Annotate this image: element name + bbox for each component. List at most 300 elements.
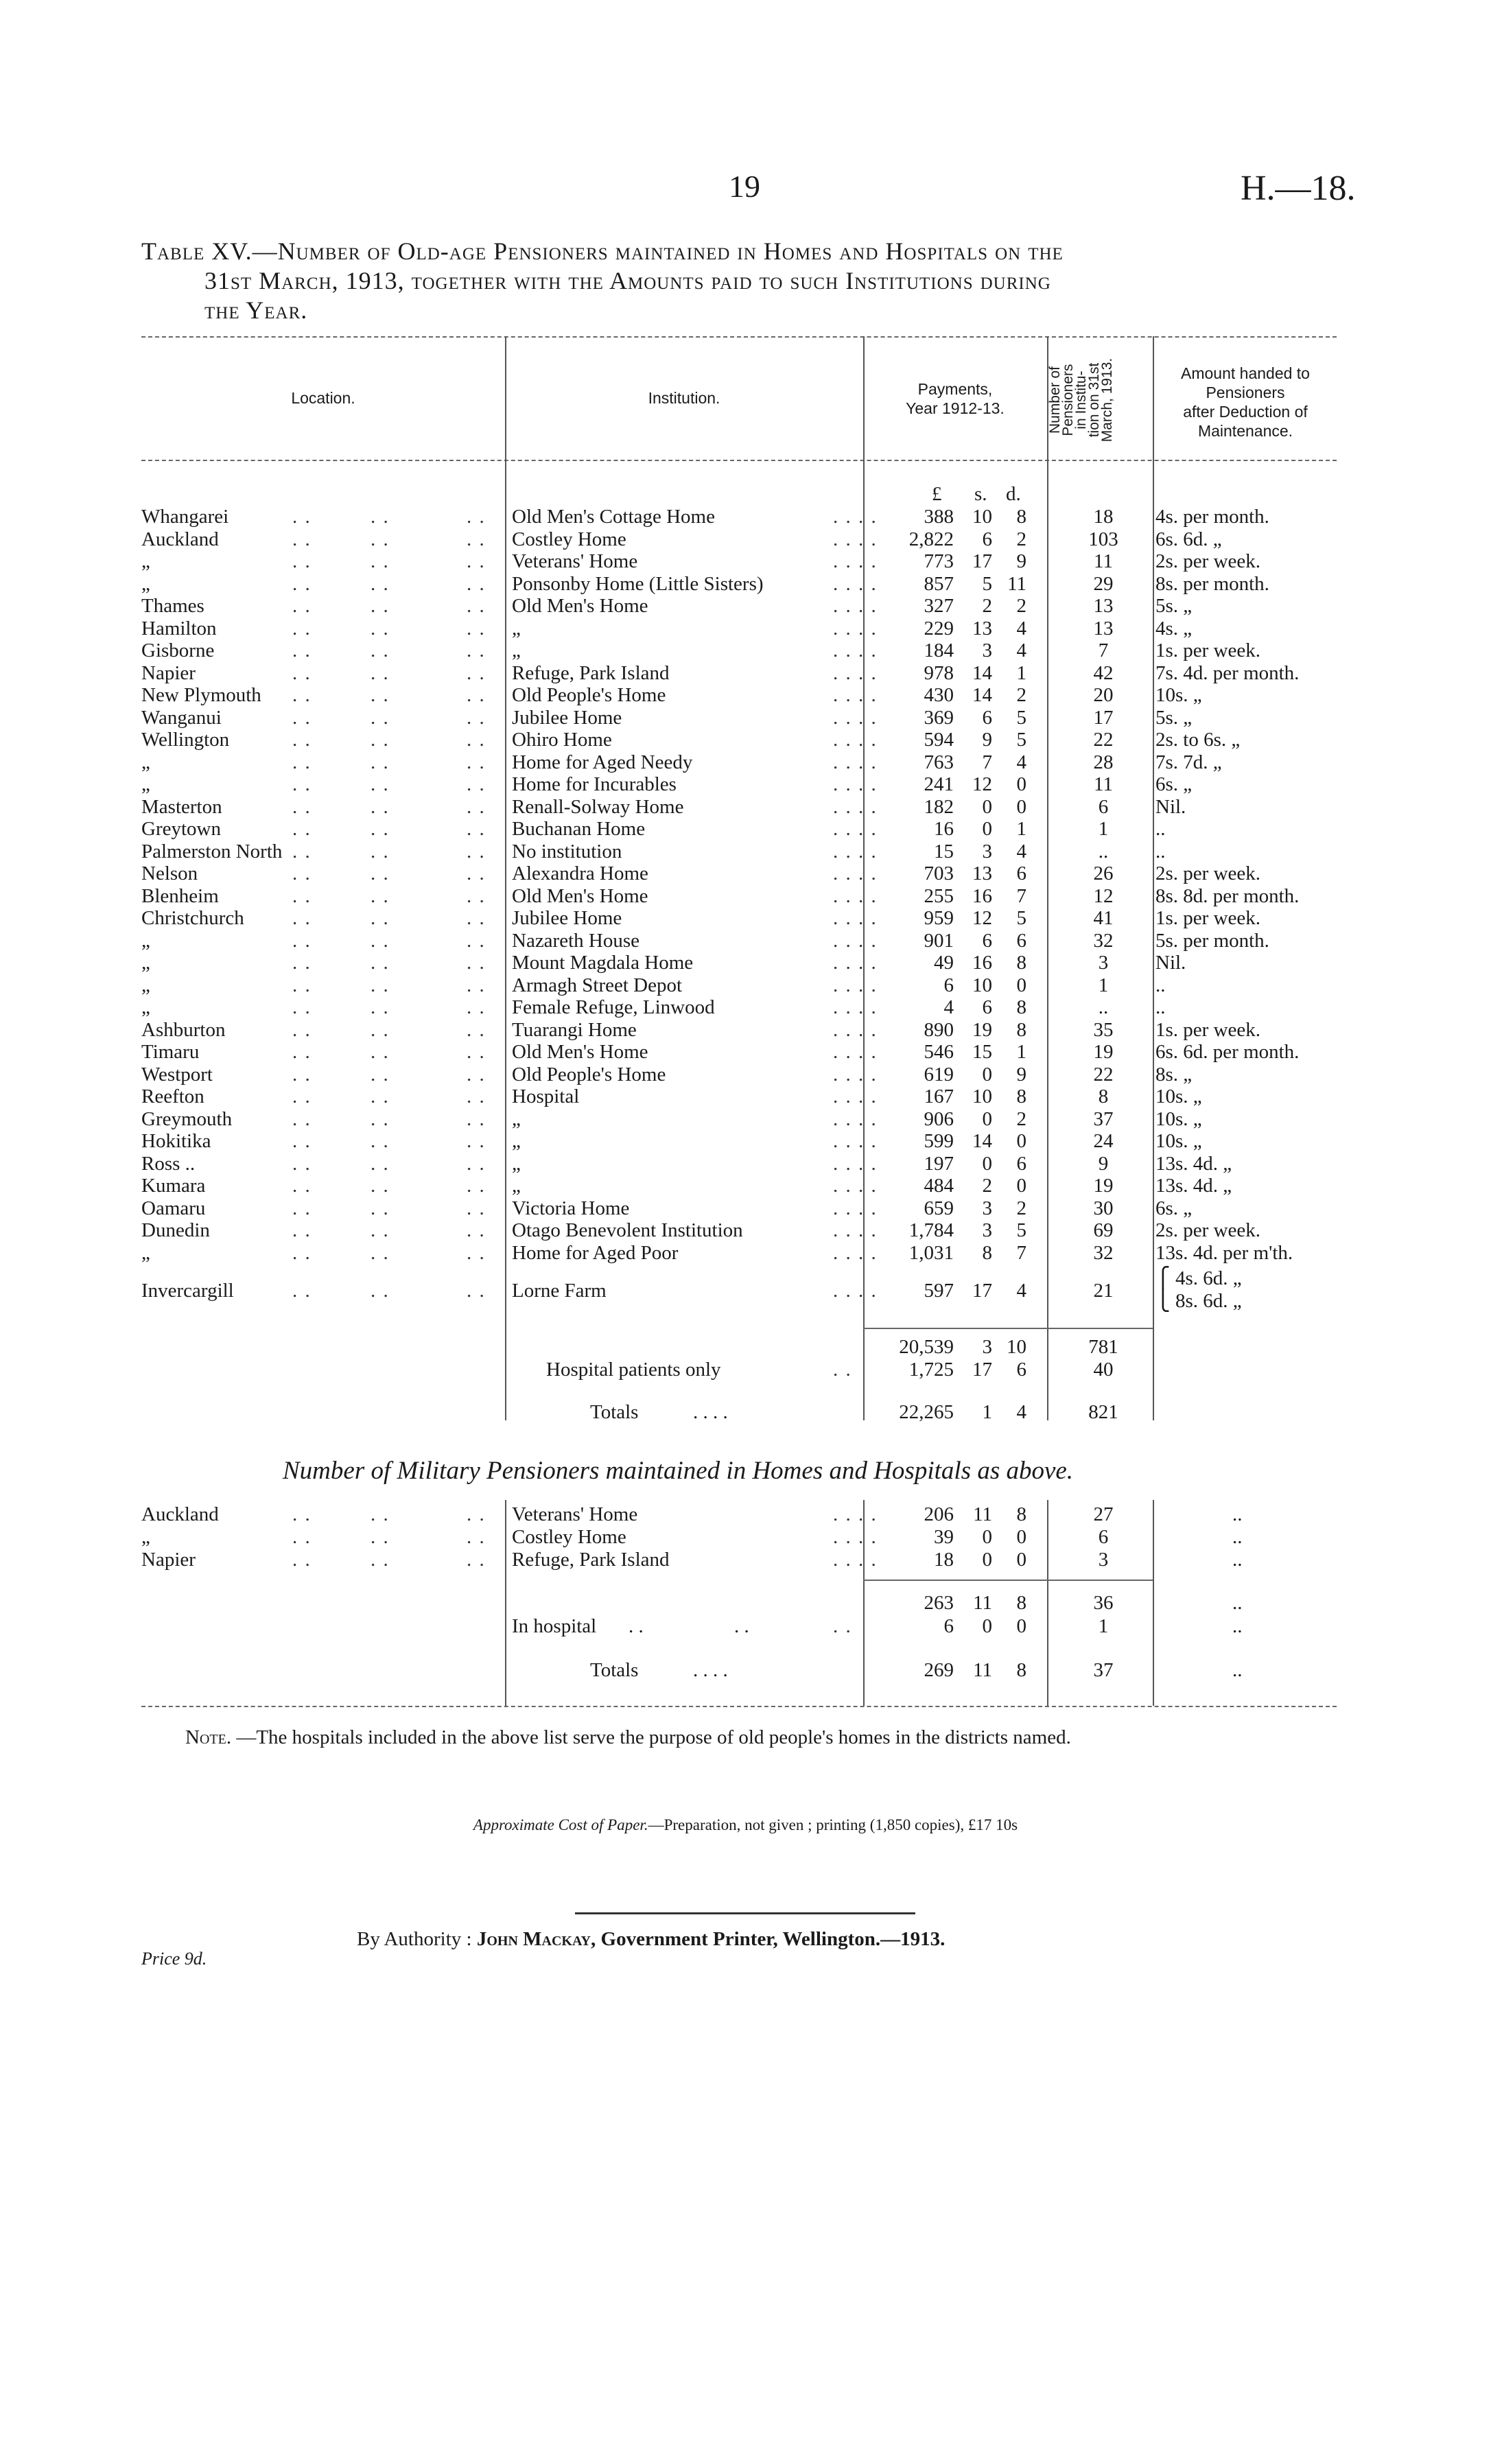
- cell-institution: Costley Home: [512, 1526, 626, 1548]
- table-row: [0, 1019, 1491, 1042]
- cell-pounds: 16: [934, 818, 954, 840]
- leader-dots: . .: [292, 1503, 312, 1525]
- leader-dots: . .: [371, 818, 390, 840]
- cell-institution: Ohiro Home: [512, 729, 612, 751]
- cell-shillings: 10: [972, 1086, 992, 1107]
- cell-shillings: 11: [973, 1503, 992, 1525]
- cell-pence: 8: [1016, 1659, 1026, 1681]
- cell-institution: Old Men's Cottage Home: [512, 506, 715, 528]
- table-row: [0, 640, 1491, 662]
- cell-pence: 2: [1016, 595, 1026, 617]
- table-row: [0, 818, 1491, 841]
- cell-number: 9: [1098, 1152, 1109, 1175]
- table-row: [0, 1526, 1491, 1549]
- cell-shillings: 1: [982, 1401, 992, 1423]
- caption-line-1: Number of Old-age Pensioners maintained in Homes and Hospitals on the: [277, 237, 1064, 265]
- document-code: H.—18.: [1241, 169, 1356, 208]
- cell-location: Kumara: [141, 1175, 206, 1197]
- cell-institution: Lorne Farm: [512, 1280, 607, 1302]
- leader-dots: . .: [292, 528, 312, 550]
- cell-location: „: [141, 952, 150, 974]
- cell-pounds: 978: [924, 661, 954, 684]
- cell-pence: 8: [1016, 506, 1026, 528]
- cell-institution: Home for Incurables: [512, 773, 677, 795]
- cell-number: 13: [1093, 595, 1114, 617]
- leader-dots: . .: [371, 751, 390, 773]
- table-row: [0, 974, 1491, 997]
- table-row: [0, 528, 1491, 551]
- leader-dots: . .: [371, 1018, 390, 1041]
- table-row: [0, 506, 1491, 528]
- cell-number: 11: [1094, 550, 1113, 572]
- leader-dots: . . . .: [833, 773, 878, 795]
- caption-line-2: 31st March, 1913, together with the Amounts paid to such Institutions during: [204, 267, 1051, 294]
- cell-pence: 6: [1016, 929, 1026, 952]
- cell-shillings: 19: [972, 1018, 992, 1041]
- cell-pence: 9: [1016, 550, 1026, 572]
- cell-pence: 0: [1016, 1130, 1026, 1152]
- cell-pence: 9: [1016, 1063, 1026, 1086]
- cell-number: 821: [1088, 1401, 1118, 1423]
- cell-amount: ..: [1232, 1526, 1243, 1548]
- cell-pounds: 18: [934, 1549, 954, 1571]
- cell-pounds: 15: [934, 840, 954, 863]
- leader-dots: . .: [292, 729, 312, 751]
- cell-pence: 5: [1016, 907, 1026, 929]
- totals-row: [0, 1401, 1491, 1424]
- cell-pence: 6: [1016, 1359, 1026, 1381]
- printer-name: John Mackay,: [476, 1928, 596, 1950]
- leader-dots: . . . .: [833, 1041, 878, 1063]
- cell-number: ..: [1098, 996, 1109, 1018]
- leader-dots: . .: [467, 1063, 486, 1086]
- leader-dots: . .: [467, 1086, 486, 1107]
- cell-shillings: 12: [972, 907, 992, 929]
- cell-number: 1: [1098, 1615, 1109, 1637]
- cell-number: 3: [1098, 1549, 1109, 1571]
- cell-institution: „: [512, 617, 521, 640]
- leader-dots: . .: [467, 684, 486, 706]
- leader-dots: . . . .: [833, 884, 878, 907]
- footnote: [185, 1726, 1071, 1749]
- leader-dots: . .: [292, 1549, 312, 1571]
- cell-pence: 8: [1016, 996, 1026, 1018]
- cell-number: 18: [1093, 506, 1114, 528]
- cell-amount: 2s. to 6s. „: [1155, 729, 1241, 751]
- cell-location: Masterton: [141, 795, 222, 818]
- table-row: [0, 707, 1491, 729]
- cell-shillings: 14: [972, 661, 992, 684]
- cell-institution: Old Men's Home: [512, 1041, 648, 1063]
- cell-pence: 5: [1016, 729, 1026, 751]
- cell-pounds: 263: [924, 1592, 954, 1614]
- cell-institution: Refuge, Park Island: [512, 1549, 670, 1571]
- leader-dots: . .: [371, 1280, 390, 1302]
- cell-amount: Nil.: [1155, 795, 1186, 818]
- table-row: [0, 863, 1491, 885]
- leader-dots: . . . .: [833, 996, 878, 1018]
- cell-shillings: 6: [982, 706, 992, 729]
- cell-location: Hokitika: [141, 1130, 211, 1152]
- cell-location: „: [141, 773, 150, 795]
- cell-pounds: 597: [924, 1280, 954, 1302]
- cell-pence: 4: [1016, 1280, 1026, 1302]
- leader-dots: . . . .: [833, 974, 878, 996]
- cell-pounds: 959: [924, 907, 954, 929]
- leader-dots: . .: [734, 1615, 749, 1637]
- leader-dots: . .: [292, 929, 312, 952]
- cell-pence: 0: [1016, 1175, 1026, 1197]
- cell-pounds: 484: [924, 1175, 954, 1197]
- cell-location: „: [141, 929, 150, 952]
- cell-location: Timaru: [141, 1041, 200, 1063]
- cell-institution: „: [512, 1175, 521, 1197]
- cell-pounds: 1,031: [908, 1241, 954, 1264]
- note-prefix: Note.: [185, 1726, 232, 1748]
- leader-dots: . .: [467, 1241, 486, 1264]
- leader-dots: . .: [371, 773, 390, 795]
- cell-number: 19: [1093, 1175, 1114, 1197]
- leader-dots: . . . .: [833, 661, 878, 684]
- cell-institution: Ponsonby Home (Little Sisters): [512, 572, 764, 595]
- cell-institution: Otago Benevolent Institution: [512, 1219, 743, 1241]
- cell-number: 37: [1093, 1107, 1114, 1130]
- cell-pounds: 6: [943, 974, 954, 996]
- cell-shillings: 6: [982, 996, 992, 1018]
- cell-number: 40: [1093, 1359, 1114, 1381]
- leader-dots: . .: [292, 907, 312, 929]
- cell-pounds: 2,822: [908, 528, 954, 550]
- cell-amount: ..: [1232, 1659, 1243, 1681]
- leader-dots: . . . .: [833, 1063, 878, 1086]
- cell-number: 24: [1093, 1130, 1114, 1152]
- leader-dots: . . . .: [833, 1175, 878, 1197]
- cell-number: 29: [1093, 572, 1114, 595]
- cell-pounds: 703: [924, 863, 954, 884]
- cell-institution: Home for Aged Needy: [512, 751, 693, 773]
- cell-institution: Mount Magdala Home: [512, 952, 694, 974]
- cell-location: Ashburton: [141, 1018, 226, 1041]
- cell-number: 35: [1093, 1018, 1114, 1041]
- cell-amount: 6s. 6d. „: [1155, 528, 1222, 550]
- cell-pounds: 241: [924, 773, 954, 795]
- cell-pounds: 206: [924, 1503, 954, 1525]
- table-row: [0, 796, 1491, 819]
- cell-pounds: 659: [924, 1197, 954, 1219]
- leader-dots: . .: [371, 550, 390, 572]
- cell-institution: Armagh Street Depot: [512, 974, 683, 996]
- leader-dots: . .: [292, 684, 312, 706]
- leader-dots: . .: [371, 661, 390, 684]
- leader-dots: . . . .: [833, 595, 878, 617]
- cell-location: Gisborne: [141, 640, 215, 661]
- cell-amount: ..: [1155, 974, 1166, 996]
- cell-shillings: 0: [982, 1526, 992, 1548]
- table-row: [0, 573, 1491, 596]
- cell-pounds: 20,539: [899, 1336, 954, 1358]
- leader-dots: . .: [467, 1526, 486, 1548]
- cell-institution: Female Refuge, Linwood: [512, 996, 715, 1018]
- cell-shillings: 3: [982, 1336, 992, 1358]
- leader-dots: . .: [467, 773, 486, 795]
- row-label: Hospital patients only: [546, 1359, 721, 1381]
- cell-pounds: 197: [924, 1152, 954, 1175]
- leader-dots: . .: [467, 595, 486, 617]
- leader-dots: . .: [292, 1219, 312, 1241]
- cell-pence: 8: [1016, 952, 1026, 974]
- cell-shillings: 16: [972, 952, 992, 974]
- cell-pounds: 1,784: [908, 1219, 954, 1241]
- cell-pounds: 430: [924, 684, 954, 706]
- cell-pence: 7: [1016, 1241, 1026, 1264]
- amount-text-2: 8s. 6d. „: [1175, 1290, 1242, 1312]
- leader-dots: . .: [467, 1280, 486, 1302]
- cell-pounds: 22,265: [899, 1401, 954, 1423]
- cell-institution: „: [512, 1130, 521, 1152]
- leader-dots: . .: [467, 884, 486, 907]
- cell-number: 21: [1093, 1280, 1114, 1302]
- cell-number: 37: [1093, 1659, 1114, 1681]
- row-label: In hospital: [512, 1615, 597, 1637]
- cell-shillings: 0: [982, 1107, 992, 1130]
- cell-location: „: [141, 996, 150, 1018]
- table-row: [0, 930, 1491, 952]
- leader-dots: . .: [292, 818, 312, 840]
- leader-dots: . . . .: [833, 907, 878, 929]
- cell-institution: Costley Home: [512, 528, 626, 550]
- number-line-2: Pensioners: [1060, 364, 1076, 436]
- cell-pence: 2: [1016, 1107, 1026, 1130]
- amount-line-3: after Deduction of: [1183, 403, 1308, 421]
- leader-dots: . . . .: [833, 1219, 878, 1241]
- leader-dots: . .: [467, 1503, 486, 1525]
- leader-dots: . .: [467, 952, 486, 974]
- cell-institution: Buchanan Home: [512, 818, 646, 840]
- leader-dots: . .: [467, 974, 486, 996]
- unit-pound: £: [932, 483, 942, 505]
- leader-dots: . .: [292, 952, 312, 974]
- leader-dots: . .: [371, 1549, 390, 1571]
- cell-shillings: 5: [982, 572, 992, 595]
- amount-text-1: 4s. 6d. „: [1175, 1267, 1242, 1289]
- cell-institution: „: [512, 1152, 521, 1175]
- cell-shillings: 14: [972, 1130, 992, 1152]
- leader-dots: . .: [292, 1152, 312, 1175]
- cell-institution: „: [512, 1107, 521, 1130]
- cell-institution: Veterans' Home: [512, 1503, 638, 1525]
- table-row: [0, 751, 1491, 774]
- table-row: [0, 1219, 1491, 1242]
- cell-pence: 8: [1016, 1086, 1026, 1107]
- cell-pence: 1: [1016, 1041, 1026, 1063]
- subtotal-row: [0, 1336, 1491, 1359]
- cell-amount: 10s. „: [1155, 1086, 1202, 1107]
- cell-location: Nelson: [141, 863, 198, 884]
- leader-dots: . .: [467, 706, 486, 729]
- table-row: [0, 1242, 1491, 1265]
- cell-pence: 0: [1016, 974, 1026, 996]
- cell-amount: 2s. per week.: [1155, 863, 1261, 884]
- cell-amount: 8s. „: [1155, 1063, 1193, 1086]
- cell-amount: 6s. 6d. per month.: [1155, 1041, 1300, 1063]
- cell-number: 11: [1094, 773, 1113, 795]
- cell-amount: 6s. „: [1155, 1197, 1193, 1219]
- cell-shillings: 12: [972, 773, 992, 795]
- cell-shillings: 3: [982, 1197, 992, 1219]
- leader-dots: . .: [371, 1086, 390, 1107]
- cell-pence: 2: [1016, 1197, 1026, 1219]
- cell-number: 103: [1088, 528, 1118, 550]
- cell-amount-1: ⎧ 4s. 6d. „: [1155, 1267, 1242, 1289]
- cell-shillings: 10: [972, 974, 992, 996]
- leader-dots: . .: [371, 1219, 390, 1241]
- leader-dots: . .: [292, 795, 312, 818]
- caption-prefix: Table XV.—: [141, 237, 278, 265]
- cell-pounds: 229: [924, 617, 954, 640]
- cell-location: Christchurch: [141, 907, 244, 929]
- leader-dots: . .: [371, 929, 390, 952]
- cell-institution: Hospital: [512, 1086, 580, 1107]
- cell-pounds: 599: [924, 1130, 954, 1152]
- leader-dots: . .: [292, 706, 312, 729]
- unit-pence: d.: [1006, 483, 1021, 505]
- leader-dots: . .: [467, 1107, 486, 1130]
- page-number: 19: [729, 169, 760, 204]
- military-totals-row: [0, 1659, 1491, 1682]
- cell-pence: 8: [1016, 1592, 1026, 1614]
- leader-dots: . .: [467, 1018, 486, 1041]
- cell-location: Napier: [141, 1549, 196, 1571]
- cell-location: Hamilton: [141, 617, 217, 640]
- leader-dots: . . . .: [693, 1659, 728, 1681]
- cell-location: Greymouth: [141, 1107, 233, 1130]
- leader-dots: . .: [371, 640, 390, 661]
- table-row: [0, 996, 1491, 1019]
- cell-number: 1: [1098, 974, 1109, 996]
- cell-location: New Plymouth: [141, 684, 261, 706]
- cell-amount: 10s. „: [1155, 684, 1202, 706]
- cell-location: Greytown: [141, 818, 221, 840]
- cell-shillings: 0: [982, 1063, 992, 1086]
- cell-amount: 5s. per month.: [1155, 929, 1269, 952]
- cell-location: Wellington: [141, 729, 230, 751]
- leader-dots: . .: [292, 572, 312, 595]
- leader-dots: . .: [371, 1063, 390, 1086]
- table-caption: [141, 237, 1349, 325]
- cell-institution: No institution: [512, 840, 622, 863]
- cell-institution: Nazareth House: [512, 929, 639, 952]
- cell-shillings: 16: [972, 884, 992, 907]
- leader-dots: . .: [371, 1241, 390, 1264]
- leader-dots: . .: [292, 863, 312, 884]
- cell-amount: 7s. 4d. per month.: [1155, 661, 1300, 684]
- cell-institution: Old Men's Home: [512, 884, 648, 907]
- cell-pounds: 49: [934, 952, 954, 974]
- leader-dots: . . . .: [833, 1130, 878, 1152]
- leader-dots: . .: [371, 706, 390, 729]
- cell-shillings: 10: [972, 506, 992, 528]
- leader-dots: . . . .: [833, 751, 878, 773]
- cell-pence: 0: [1016, 773, 1026, 795]
- leader-dots: . .: [292, 1041, 312, 1063]
- leader-dots: . . . .: [833, 929, 878, 952]
- cell-pence: 0: [1016, 1526, 1026, 1548]
- leader-dots: . .: [371, 1041, 390, 1063]
- col-header-amount: [1153, 364, 1338, 441]
- cell-shillings: 13: [972, 863, 992, 884]
- leader-dots: . . . .: [833, 528, 878, 550]
- cell-shillings: 3: [982, 840, 992, 863]
- cell-pence: 2: [1016, 684, 1026, 706]
- leader-dots: . .: [833, 1359, 852, 1381]
- cell-amount: 4s. per month.: [1155, 506, 1269, 528]
- table-row: [0, 1549, 1491, 1571]
- cell-amount: 1s. per week.: [1155, 1018, 1261, 1041]
- table-row: [0, 1503, 1491, 1526]
- leader-dots: . .: [371, 1503, 390, 1525]
- leader-dots: . .: [371, 729, 390, 751]
- cell-location: Dunedin: [141, 1219, 210, 1241]
- leader-dots: . .: [292, 751, 312, 773]
- cell-pounds: 1,725: [908, 1359, 954, 1381]
- table-row: [0, 595, 1491, 618]
- cell-pence: 10: [1007, 1336, 1026, 1358]
- note-text: —The hospitals included in the above list serve the purpose of old people's homes in the districts named.: [231, 1726, 1071, 1748]
- cell-amount: 6s. „: [1155, 773, 1193, 795]
- cell-pounds: 327: [924, 595, 954, 617]
- col-header-location: Location.: [291, 389, 355, 407]
- cell-pence: 5: [1016, 1219, 1026, 1241]
- cell-shillings: 0: [982, 795, 992, 818]
- leader-dots: . .: [292, 1526, 312, 1548]
- cell-location: Whangarei: [141, 506, 229, 528]
- cell-number: 6: [1098, 1526, 1109, 1548]
- cell-number: ..: [1098, 840, 1109, 863]
- table-row: [0, 841, 1491, 863]
- cell-pounds: 369: [924, 706, 954, 729]
- leader-dots: . .: [292, 1175, 312, 1197]
- cell-location: Wanganui: [141, 706, 222, 729]
- leader-dots: . .: [292, 506, 312, 528]
- cell-pence: 11: [1007, 572, 1026, 595]
- cell-number: 22: [1093, 1063, 1114, 1086]
- cell-number: 8: [1098, 1086, 1109, 1107]
- cell-shillings: 7: [982, 751, 992, 773]
- cell-institution: Renall-Solway Home: [512, 795, 684, 818]
- cell-pounds: 167: [924, 1086, 954, 1107]
- cell-shillings: 9: [982, 729, 992, 751]
- cell-amount: 10s. „: [1155, 1107, 1202, 1130]
- authority-prefix: By Authority :: [357, 1928, 477, 1950]
- cell-shillings: 3: [982, 640, 992, 661]
- leader-dots: . .: [371, 974, 390, 996]
- cell-number: 12: [1093, 884, 1114, 907]
- table-row: [0, 1130, 1491, 1153]
- cell-amount: Nil.: [1155, 952, 1186, 974]
- cell-pounds: 39: [934, 1526, 954, 1548]
- amount-line-1: Amount handed to: [1181, 364, 1310, 382]
- table-row: [0, 907, 1491, 930]
- cell-location: Thames: [141, 595, 204, 617]
- leader-dots: . .: [467, 506, 486, 528]
- cell-institution: Jubilee Home: [512, 907, 622, 929]
- leader-dots: . .: [629, 1615, 644, 1637]
- leader-dots: . . . .: [833, 729, 878, 751]
- leader-dots: . . . .: [833, 1152, 878, 1175]
- cell-pounds: 255: [924, 884, 954, 907]
- table-row: [0, 1064, 1491, 1086]
- cell-institution: Old People's Home: [512, 684, 666, 706]
